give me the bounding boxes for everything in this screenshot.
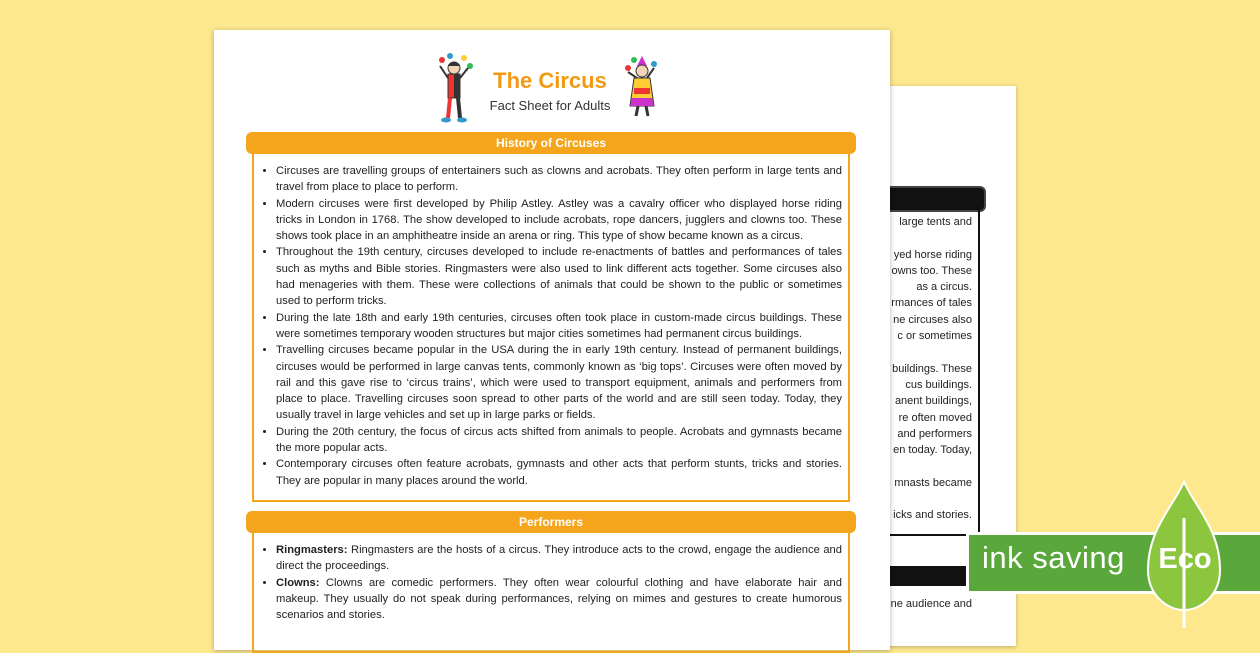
section-banner-performers: Performers — [246, 511, 856, 533]
back-page-line: ne circuses also — [893, 313, 972, 326]
back-page-line: large tents and — [899, 216, 972, 228]
list-item — [276, 542, 842, 575]
page-title: The Circus — [493, 68, 607, 93]
section-banner-history: History of Circuses — [246, 132, 856, 154]
list-item: • Modern circuses were first developed by Philip Astley. Astley was a cavalry officer who displayed horse riding tricks in London in 1768. The show developed to include acrobats, rope dancers, jugglers and clowns too. These shows took place in an amphitheatre inside an arena or ring. This type of show became known as a circus. — [276, 196, 842, 245]
list-item — [276, 575, 842, 624]
back-page-line: cus buildings. — [905, 378, 972, 391]
back-page-line: and performers — [897, 427, 972, 440]
back-page-line: yed horse riding — [893, 248, 972, 261]
term-label: Ringmasters: — [276, 544, 348, 556]
section-box-performers — [252, 533, 850, 653]
back-page-line: as a circus. — [916, 281, 972, 294]
back-page-line — [876, 491, 972, 507]
eco-label: Eco — [1158, 543, 1212, 575]
back-page-line: c or sometimes — [897, 330, 972, 343]
back-page-line: anent buildings, — [894, 395, 972, 408]
back-page-line — [876, 344, 972, 360]
back-page-line: mnasts became — [894, 476, 972, 489]
list-item: • Circuses are travelling groups of entertainers such as clowns and acrobats. They often perform in large tents and travel from place to place to perform. — [276, 163, 842, 196]
back-page-line: buildings. These — [892, 362, 972, 375]
ink-saving-label: ink saving — [982, 540, 1125, 575]
back-page-text-bottom: ne audience and — [890, 598, 972, 610]
back-page-line: owns too. These — [891, 264, 972, 277]
back-page-line: en today. Today, — [893, 444, 972, 457]
back-page-text — [876, 214, 972, 524]
list-item: • Contemporary circuses often feature acrobats, gymnasts and other acts that perform stunts, tricks and stories. They are popular in many places around the world. — [276, 456, 842, 489]
page-subtitle: Fact Sheet for Adults — [489, 98, 611, 113]
back-page-line: icks and stories. — [893, 509, 972, 522]
back-page-line — [876, 230, 972, 246]
juggler-clown-left-icon — [436, 52, 480, 124]
list-item: • Travelling circuses became popular in the USA during the in early 19th century. Instead of permanent buildings, circuses would be performed in large canvas tents, commonly known as ‘big tops’. Circuses were often moved by rail and this gave rise to ‘circus trains’, which were used to transport equipment, animals and performers from place to place. Travelling circuses soon spread to other parts of the world and are still seen today. Today, they usually travel in large vehicles and set up in large parks or fields. — [276, 342, 842, 423]
back-page-line: rmances of tales — [891, 297, 972, 310]
term-description: Ringmasters are the hosts of a circus. They introduce acts to the crowd, engage the audience and direct the proceedings. — [276, 544, 842, 573]
back-page-line: re often moved — [898, 411, 972, 424]
list-item: • During the 20th century, the focus of circus acts shifted from animals to people. Acrobats and gymnasts became the more popular acts. — [276, 424, 842, 457]
list-item: • Throughout the 19th century, circuses developed to include re-enactments of battles and performances of tales such as myths and Bible stories. Ringmasters were also used to link different acts together. Some circuses also had menageries with them. These were collections of animals that could be shown to the public or sometimes used to perform tricks. — [276, 244, 842, 309]
back-page-line — [876, 458, 972, 474]
term-description: Clowns are comedic performers. They often wear colourful clothing and have elaborate hair and makeup. They usually do not speak during performances, relying on mimes and gestures to create humorous scenarios and stories. — [276, 576, 842, 622]
list-item: • During the late 18th and early 19th centuries, circuses often took place in custom-made circus buildings. These were sometimes temporary wooden structures but major cities sometimes had permanent circus buildings. — [276, 310, 842, 343]
term-label: Clowns: — [276, 576, 320, 589]
section-box-history — [252, 154, 850, 502]
